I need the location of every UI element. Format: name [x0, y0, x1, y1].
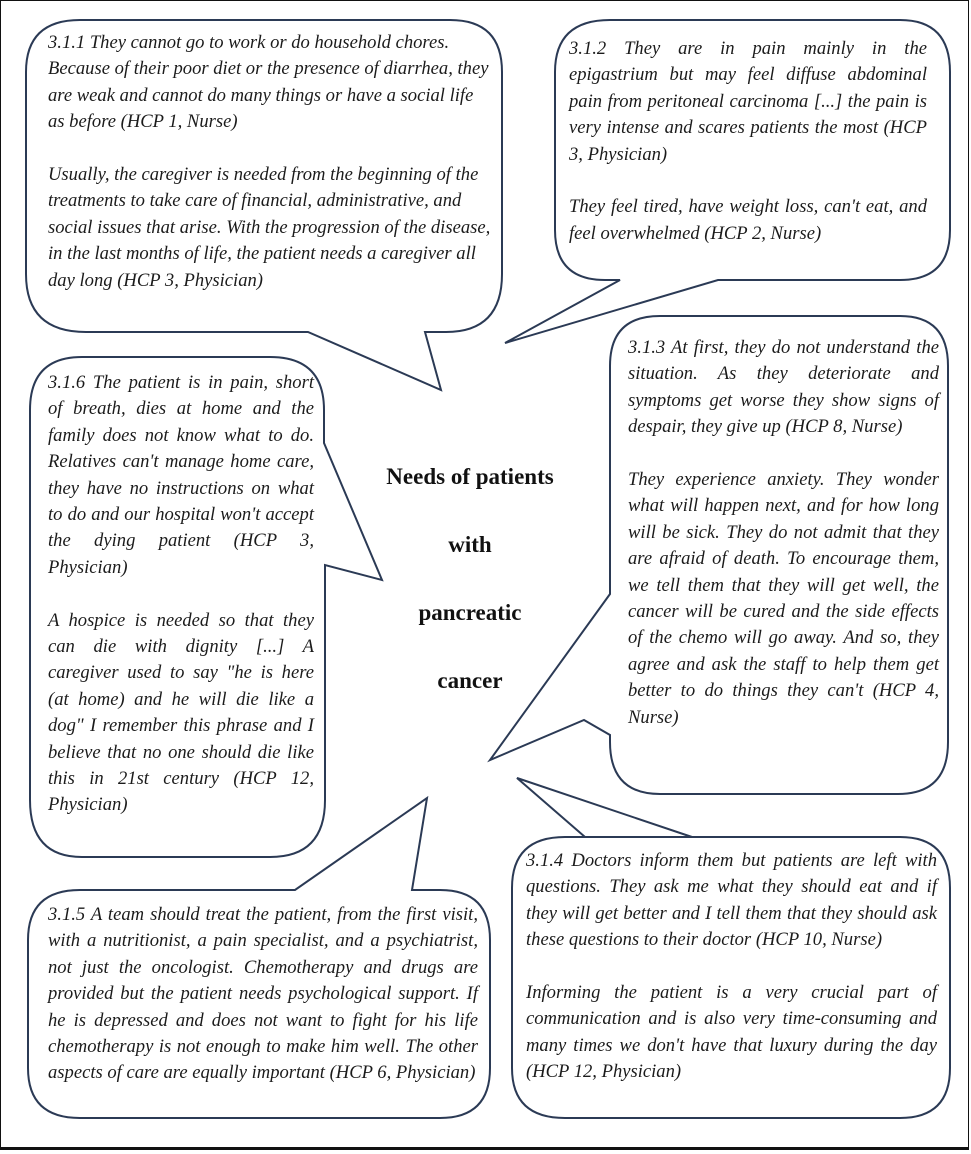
callout-3-1-5-paragraph-1: 3.1.5 A team should treat the patient, from the first visit, with a nutritionist, a pain specialist, and a psychiatrist, not just the oncologist. Chemotherapy and drugs are provided but the patient needs psychological support. If he is depressed and does not want to fight for his life chemotherapy is not enough to make him well. The other aspects of care are equally important (HCP 6, Physician)	[48, 904, 478, 1084]
center-title	[350, 455, 590, 727]
center-title-line-1: Needs of patients	[386, 464, 554, 489]
center-title-line-4: cancer	[437, 668, 503, 693]
callout-3-1-4-paragraph-1: 3.1.4 Doctors inform them but patients are left with questions. They ask me what they should eat and if they will get better and I tell them that they should ask these questions to their doctor (HCP 10, Nurse)	[526, 850, 937, 951]
center-title-line-2: with	[448, 532, 492, 557]
callout-3-1-5	[48, 902, 478, 1087]
callout-3-1-2	[569, 36, 927, 247]
callout-3-1-6	[48, 370, 314, 819]
callout-3-1-1-paragraph-2: Usually, the caregiver is needed from the beginning of the treatments to take care of financial, administrative, and social issues that arise. With the progression of the disease, in the last months of life, the patient needs a caregiver all day long (HCP 3, Physician)	[48, 164, 491, 291]
callout-3-1-1	[48, 30, 493, 294]
center-title-line-3: pancreatic	[418, 600, 522, 625]
callout-3-1-2-paragraph-1: 3.1.2 They are in pain mainly in the epigastrium but may feel diffuse abdominal pain from peritoneal carcinoma [...] the pain is very intense and scares patients the most (HCP 3, Physician)	[569, 38, 927, 165]
callout-3-1-3-paragraph-2: They experience anxiety. They wonder what will happen next, and for how long will be sick. They do not admit that they are afraid of death. To encourage them, we tell them that they will get well, the cancer will be cured and the side effects of the chemo will go away. And so, they agree and ask the staff to help them get better to do things they can't (HCP 4, Nurse)	[628, 469, 939, 728]
callout-3-1-3-paragraph-1: 3.1.3 At first, they do not understand the situation. As they deteriorate and symptoms get worse they show signs of despair, they give up (HCP 8, Nurse)	[628, 337, 939, 438]
callout-3-1-1-paragraph-1: 3.1.1 They cannot go to work or do household chores. Because of their poor diet or the presence of diarrhea, they are weak and cannot do many things or have a social life as before (HCP 1, Nurse)	[48, 32, 489, 133]
callout-3-1-4	[526, 848, 937, 1086]
callout-3-1-3	[628, 335, 939, 731]
callout-3-1-6-paragraph-2: A hospice is needed so that they can die with dignity [...] A caregiver used to say "he is here (at home) and he will die like a dog" I remember this phrase and I believe that no one should die like this in 21st century (HCP 12, Physician)	[48, 609, 314, 816]
callout-3-1-6-paragraph-1: 3.1.6 The patient is in pain, short of breath, dies at home and the family does not know what to do. Relatives can't manage home care, they have no instructions on what to do and our hospital won't accept the dying patient (HCP 3, Physician)	[48, 372, 314, 578]
callout-3-1-2-paragraph-2: They feel tired, have weight loss, can't eat, and feel overwhelmed (HCP 2, Nurse)	[569, 196, 927, 244]
callout-3-1-4-paragraph-2: Informing the patient is a very crucial part of communication and is also very time-consuming and many times we don't have that luxury during the day (HCP 12, Physician)	[526, 982, 937, 1083]
